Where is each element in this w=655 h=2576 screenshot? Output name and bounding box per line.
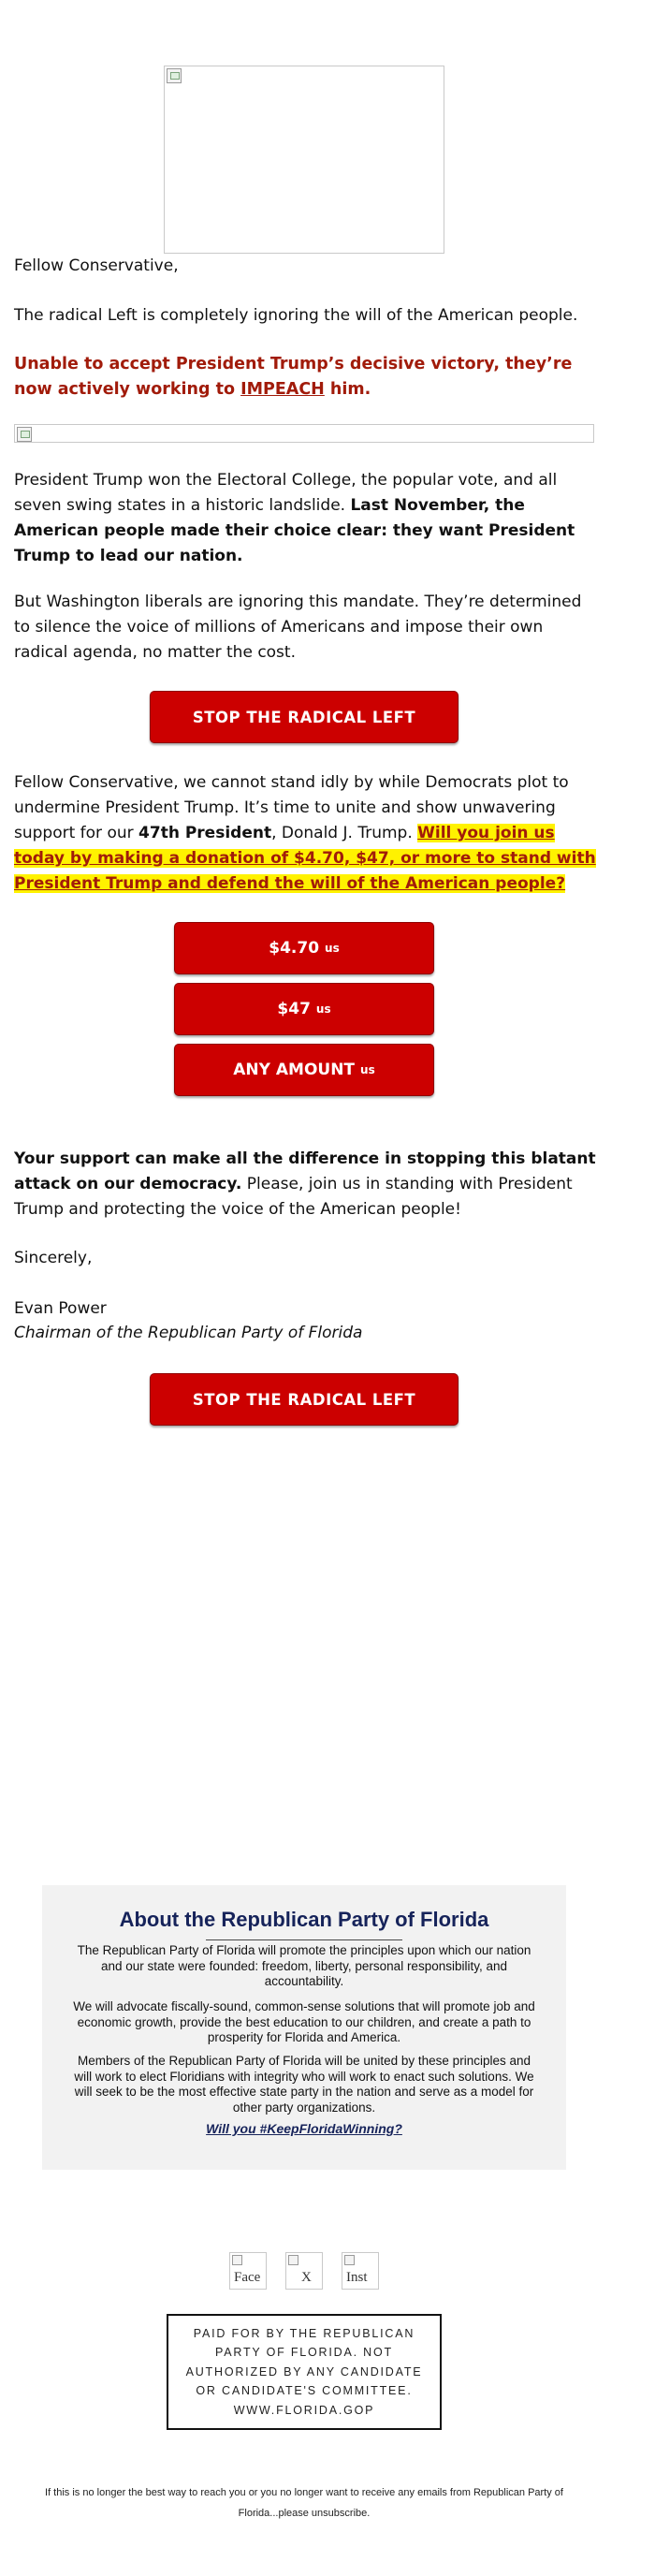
facebook-icon[interactable] (229, 2252, 267, 2290)
red-headline (14, 352, 599, 402)
instagram-alt-text: Inst (346, 2270, 368, 2285)
appeal-text: Fellow Conservative, we cannot stand idly by while Democrats plot to undermine President Trump. It’s time to unite and show unwavering support for our (14, 773, 569, 842)
broken-image-icon (344, 2255, 355, 2265)
intro-text: The radical Left is completely ignoring the will of the American people. (14, 306, 578, 325)
currency-suffix: us (360, 1063, 375, 1076)
broken-image-icon (17, 427, 32, 442)
paragraph-support (14, 1147, 599, 1222)
support-bold-text: Your support can make all the difference in stopping this blatant attack on our democracy. (14, 1149, 596, 1193)
amount-label: ANY AMOUNT (233, 1061, 356, 1079)
about-paragraph-principles: The Republican Party of Florida will promote the principles upon which our nation and our state were founded: freedom, liberty, personal responsibility, and accountability. (77, 1943, 531, 1988)
support-text: Please, join us in standing with President Trump and protecting the voice of the American people! (14, 1175, 573, 1219)
paragraph-landslide (14, 468, 599, 569)
x-alt-text: X (301, 2270, 312, 2285)
signer-title: Chairman of the Republican Party of Florida (14, 1324, 363, 1342)
donate-47-button[interactable] (174, 983, 434, 1035)
about-paragraph-solutions: We will advocate fiscally-sound, common-sense solutions that will promote job and economic growth, provide the best education to our children, and create a path to prosperity for Florida and America. (73, 1999, 535, 2044)
about-paragraph-members: Members of the Republican Party of Florida will be united by these principles and will work to elect Floridians with integrity who will work to enact such solutions. We will seek to be the most effective state party in the nation and serve as a model for other party organizations. (74, 2054, 534, 2115)
unsubscribe-notice[interactable]: If this is no longer the best way to reach you or you no longer want to receive any emails from Republican Party of Florida...please unsubscribe. (45, 2487, 563, 2519)
landslide-text: President Trump won the Electoral College, the popular vote, and all seven swing states in a historic landslide. (14, 471, 558, 515)
stop-radical-left-button-top[interactable]: STOP THE RADICAL LEFT (150, 691, 458, 743)
donate-4-70-button[interactable] (174, 922, 434, 974)
facebook-alt-text: Face (234, 2270, 261, 2285)
currency-suffix: us (325, 942, 340, 955)
party-logo-image (164, 66, 444, 254)
signoff: Sincerely, (14, 1249, 93, 1267)
donate-any-amount-button[interactable] (174, 1044, 434, 1096)
currency-suffix: us (315, 1003, 331, 1016)
mandate-bold-text: Last November, the American people made their choice clear: they want President Trump to lead our nation. (14, 496, 575, 565)
donation-ask-link[interactable]: Will you join us today by making a donation of $4.70, $47, or more to stand with President Trump and defend the will of the American people? (14, 824, 596, 893)
paragraph-liberals: But Washington liberals are ignoring this mandate. They’re determined to silence the voice of millions of Americans and impose their own radical agenda, no matter the cost. (14, 593, 582, 662)
broken-image-icon (288, 2255, 298, 2265)
headline-text-before: Unable to accept President Trump’s decisive victory, they’re now actively working to (14, 355, 573, 399)
signer-name: Evan Power (14, 1299, 107, 1318)
appeal-text-mid: , Donald J. Trump. (271, 824, 418, 842)
banner-image (14, 424, 594, 443)
headline-text-after: him. (324, 380, 371, 399)
instagram-icon[interactable] (342, 2252, 379, 2290)
president-bold-text: 47th President (138, 824, 272, 842)
broken-image-icon (232, 2255, 242, 2265)
keep-florida-winning-link[interactable]: Will you #KeepFloridaWinning? (206, 2121, 402, 2136)
broken-image-icon (167, 68, 182, 83)
greeting: Fellow Conservative, (14, 256, 179, 275)
amount-label: $4.70 (269, 939, 320, 958)
stop-radical-left-button-bottom[interactable]: STOP THE RADICAL LEFT (150, 1373, 458, 1426)
paid-for-disclaimer: PAID FOR BY THE REPUBLICAN PARTY OF FLORIDA. NOT AUTHORIZED BY ANY CANDIDATE OR CANDIDATE'S COMMITTEE. WWW.FLORIDA.GOP (185, 2326, 423, 2417)
about-title-underline (206, 1939, 402, 1940)
x-icon[interactable] (285, 2252, 323, 2290)
impeach-link[interactable]: IMPEACH (240, 380, 325, 399)
paragraph-appeal (14, 770, 599, 897)
amount-label: $47 (277, 1000, 311, 1018)
about-section (42, 1885, 566, 2170)
paid-for-disclaimer-box (167, 2314, 442, 2430)
about-title: About the Republican Party of Florida (119, 1908, 489, 1931)
